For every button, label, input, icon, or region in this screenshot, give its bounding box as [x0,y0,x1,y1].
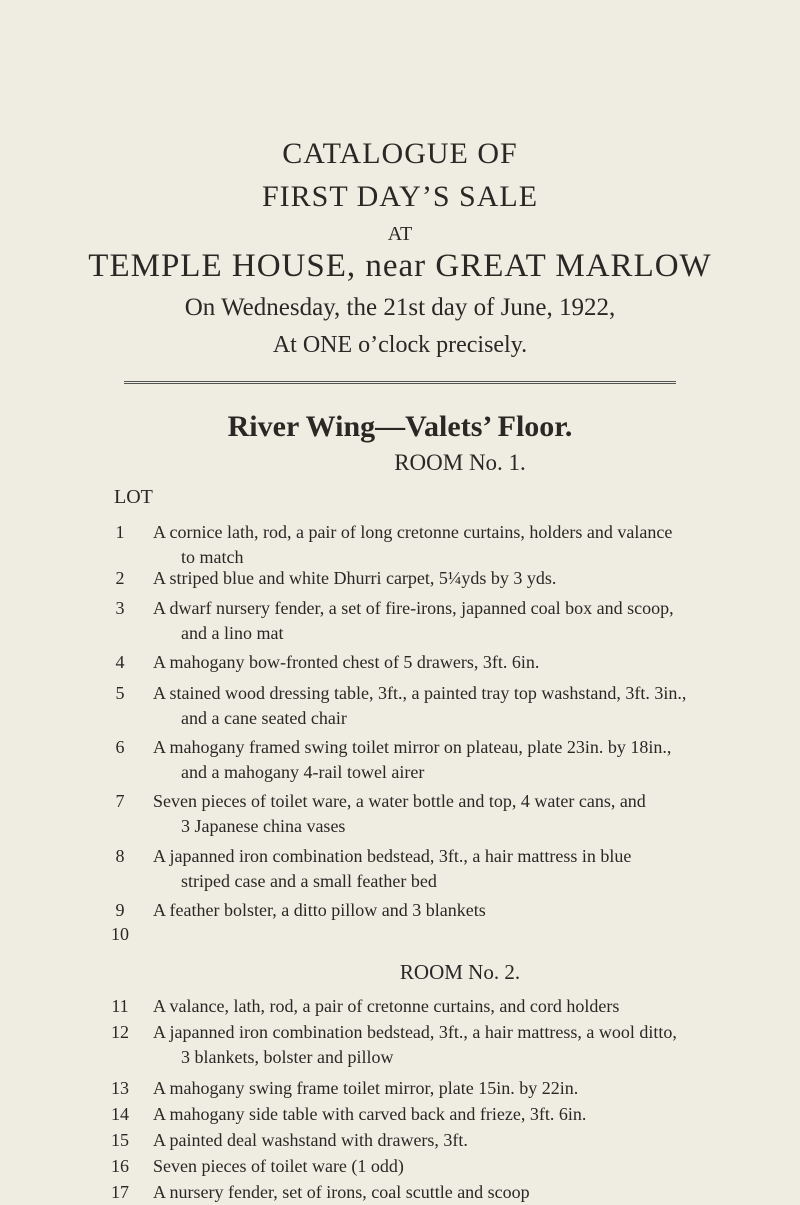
lot-description: A striped blue and white Dhurri carpet, 5¼yds by 3 yds. [153,568,557,588]
lot-number: 13 [111,1078,129,1098]
sale-date: On Wednesday, the 21st day of June, 1922, [184,294,616,321]
lot-number: 16 [111,1156,129,1176]
lot-number: 3 [115,598,125,618]
lot-description: A mahogany framed swing toilet mirror on plateau, plate 23in. by 18in., [153,737,672,757]
lot-description: Seven pieces of toilet ware, a water bottle and top, 4 water cans, and [153,791,646,811]
lot-number: 12 [111,1022,129,1042]
lot-description-cont: 3 Japanese china vases [181,816,346,836]
lot-number: 10 [111,924,129,944]
lot-description: A valance, lath, rod, a pair of cretonne curtains, and cord holders [153,996,620,1016]
lot-description: A japanned iron combination bedstead, 3ft., a hair mattress, a wool ditto, [153,1022,677,1042]
lot-description: A japanned iron combination bedstead, 3ft., a hair mattress in blue [153,846,632,866]
lot-description: A mahogany side table with carved back and frieze, 3ft. 6in. [153,1104,587,1124]
venue-title: TEMPLE HOUSE, near GREAT MARLOW [88,248,712,284]
lot-number: 9 [115,900,125,920]
lot-number: 15 [111,1130,129,1150]
room-1-title: ROOM No. 1. [394,450,526,475]
lot-description-cont: 3 blankets, bolster and pillow [181,1047,394,1067]
lot-description: A cornice lath, rod, a pair of long cretonne curtains, holders and valance [153,522,673,542]
lot-number: 6 [115,737,125,757]
lot-number: 5 [115,683,125,703]
lot-number: 1 [115,522,125,542]
lot-description-cont: to match [181,547,244,567]
lot-description-cont: and a mahogany 4-rail towel airer [181,762,425,782]
lot-number: 11 [111,996,129,1016]
lot-description-cont: striped case and a small feather bed [181,871,437,891]
lot-description-cont: and a cane seated chair [181,708,347,728]
catalogue-title: CATALOGUE OF [282,137,518,170]
lot-description-cont: and a lino mat [181,623,284,643]
sale-time: At ONE o’clock precisely. [272,332,528,358]
lot-description: A nursery fender, set of irons, coal scuttle and scoop [153,1182,530,1202]
at-label: AT [387,223,413,245]
lot-number: 17 [111,1182,129,1202]
lot-number: 4 [115,652,125,672]
lot-description: Seven pieces of toilet ware (1 odd) [153,1156,404,1176]
lot-number: 2 [115,568,125,588]
sale-title: FIRST DAY’S SALE [261,180,539,213]
lot-description: A painted deal washstand with drawers, 3ft. [153,1130,468,1150]
room-2-title: ROOM No. 2. [399,960,521,984]
lot-description: A feather bolster, a ditto pillow and 3 blankets [153,900,486,920]
lot-number: 14 [111,1104,129,1124]
lot-number: 7 [115,791,125,811]
lot-description: A dwarf nursery fender, a set of fire-irons, japanned coal box and scoop, [153,598,674,618]
floor-title: River Wing—Valets’ Floor. [227,410,573,443]
header-divider [124,381,676,384]
lot-column-label: LOT [114,486,153,508]
lot-number: 8 [115,846,125,866]
lot-description: A mahogany bow-fronted chest of 5 drawers, 3ft. 6in. [153,652,540,672]
lot-description: A mahogany swing frame toilet mirror, plate 15in. by 22in. [153,1078,579,1098]
lot-description: A stained wood dressing table, 3ft., a painted tray top washstand, 3ft. 3in., [153,683,687,703]
